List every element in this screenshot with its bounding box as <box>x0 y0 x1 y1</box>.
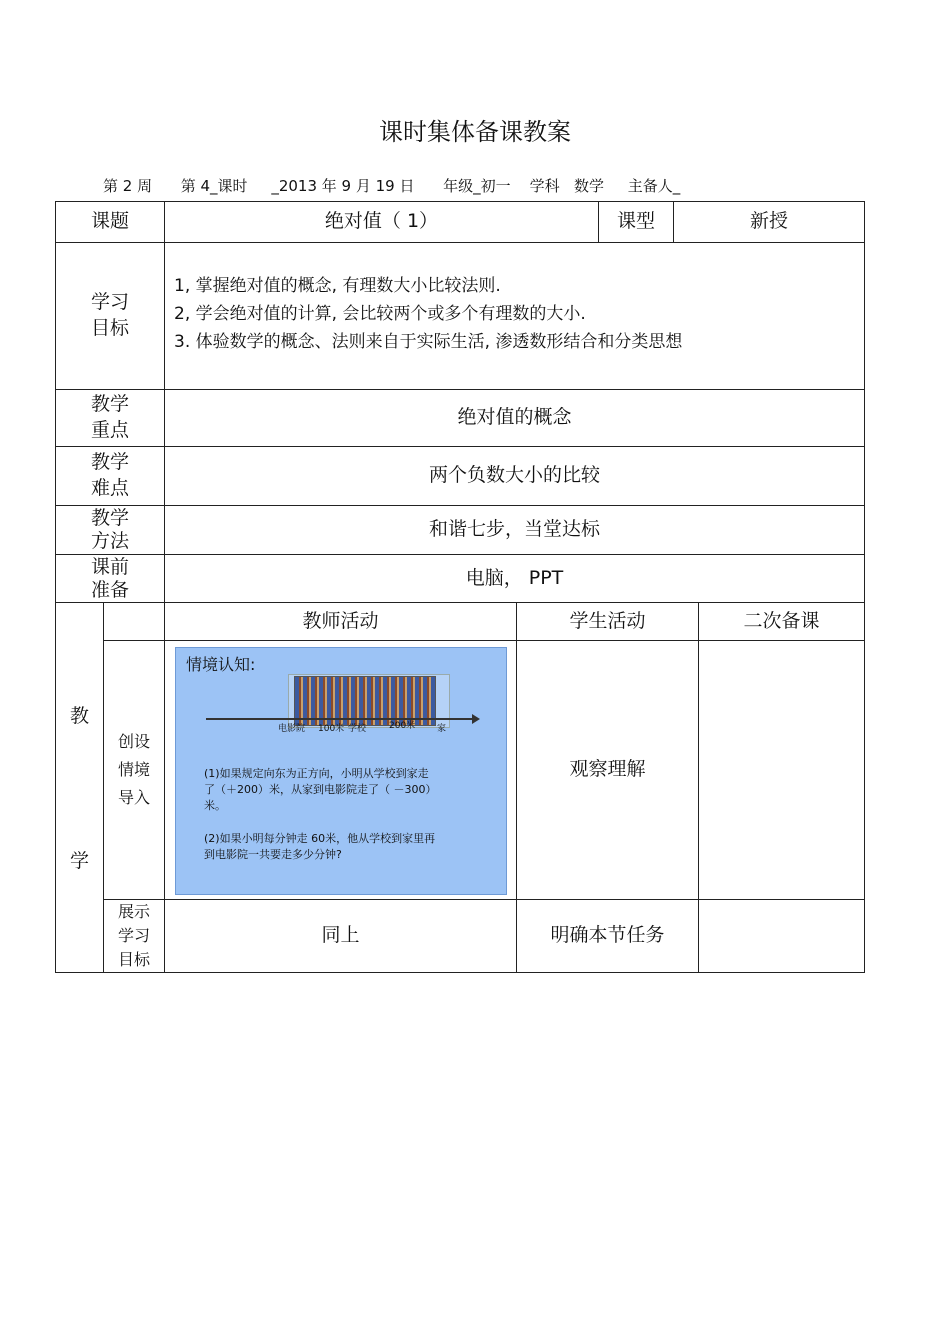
method-label <box>56 506 164 554</box>
method-label-line1: 教学 <box>90 507 129 530</box>
process-label-bottom: 学 <box>69 850 89 873</box>
key-label-line2: 重点 <box>90 419 129 441</box>
col-second-header: 二次备课 <box>743 609 820 632</box>
topic-label: 课题 <box>90 210 129 233</box>
type-label: 课型 <box>616 210 655 233</box>
difficult-label-line2: 难点 <box>90 477 129 499</box>
label-200m: 200米 <box>389 721 416 731</box>
row2-teacher: 同上 <box>321 924 360 947</box>
prep-label-line2: 准备 <box>90 578 129 601</box>
row2-label-line1: 展示 <box>117 902 150 921</box>
meta-line: 第 2 周 第 4_课时 _2013 年 9 月 19 日 年级_初一 学科 数学 主备人_ <box>103 177 681 195</box>
goals-label-line1: 学习 <box>90 291 129 314</box>
key-label <box>56 390 164 446</box>
question-2-line: 到电影院一共要走多少分钟? <box>204 848 342 861</box>
prep-label-line1: 课前 <box>90 555 129 578</box>
table-border <box>864 201 865 973</box>
row2-label <box>104 900 164 972</box>
goal-item: 2, 学会绝对值的计算, 会比较两个或多个有理数的大小. <box>174 304 586 324</box>
key-value: 绝对值的概念 <box>457 406 572 429</box>
prep-value: 电脑， PPT <box>465 566 564 589</box>
row1-label-line2: 情境 <box>117 760 150 779</box>
row1-label-line3: 导入 <box>117 788 150 807</box>
question-1-line: 了（＋200）米，从家到电影院走了（ －300） <box>204 783 437 796</box>
label-cinema: 电影院 <box>278 724 306 734</box>
method-value: 和谐七步，当堂达标 <box>428 518 600 541</box>
prep-label <box>56 555 164 602</box>
label-100m: 100米 <box>318 724 345 734</box>
question-2-line: (2)如果小明每分钟走 60米，他从学校到家里再 <box>204 832 436 845</box>
difficult-label <box>56 447 164 505</box>
goals-label-line2: 目标 <box>90 317 129 339</box>
label-school: 学校 <box>348 724 367 734</box>
question-2 <box>204 831 504 863</box>
arrow-icon <box>472 714 480 724</box>
table-border <box>103 640 865 641</box>
row2-label-line2: 学习 <box>117 926 150 945</box>
col-teacher-header: 教师活动 <box>302 609 379 632</box>
difficult-label-line1: 教学 <box>90 451 129 474</box>
page-title: 课时集体备课教案 <box>379 118 571 146</box>
question-1-line: 米。 <box>204 799 226 812</box>
question-1 <box>204 766 504 814</box>
row2-student: 明确本节任务 <box>550 924 665 947</box>
row1-label <box>104 720 164 820</box>
goals-list <box>174 272 682 356</box>
col-student-header: 学生活动 <box>569 609 646 632</box>
scenario-slide <box>175 647 507 895</box>
table-border <box>55 242 865 243</box>
goals-label <box>56 243 164 389</box>
goal-item: 3. 体验数学的概念、法则来自于实际生活, 渗透数形结合和分类思想 <box>174 332 683 352</box>
question-1-line: (1)如果规定向东为正方向，小明从学校到家走 <box>204 767 429 780</box>
table-border <box>55 972 865 973</box>
goal-item: 1, 掌握绝对值的概念, 有理数大小比较法则. <box>174 276 501 296</box>
difficult-value: 两个负数大小的比较 <box>428 464 600 487</box>
slide-title: 情境认知: <box>186 655 256 674</box>
label-home: 家 <box>437 724 447 734</box>
row2-label-line3: 目标 <box>117 950 150 969</box>
process-label-top: 教 <box>69 705 89 728</box>
number-line <box>206 718 474 720</box>
table-border <box>698 602 699 973</box>
type-value: 新授 <box>749 210 788 233</box>
topic-value: 绝对值（ 1） <box>324 210 439 233</box>
row1-label-line1: 创设 <box>117 732 150 751</box>
method-label-line2: 方法 <box>90 530 129 552</box>
row1-student: 观察理解 <box>569 758 646 781</box>
key-label-line1: 教学 <box>90 393 129 416</box>
